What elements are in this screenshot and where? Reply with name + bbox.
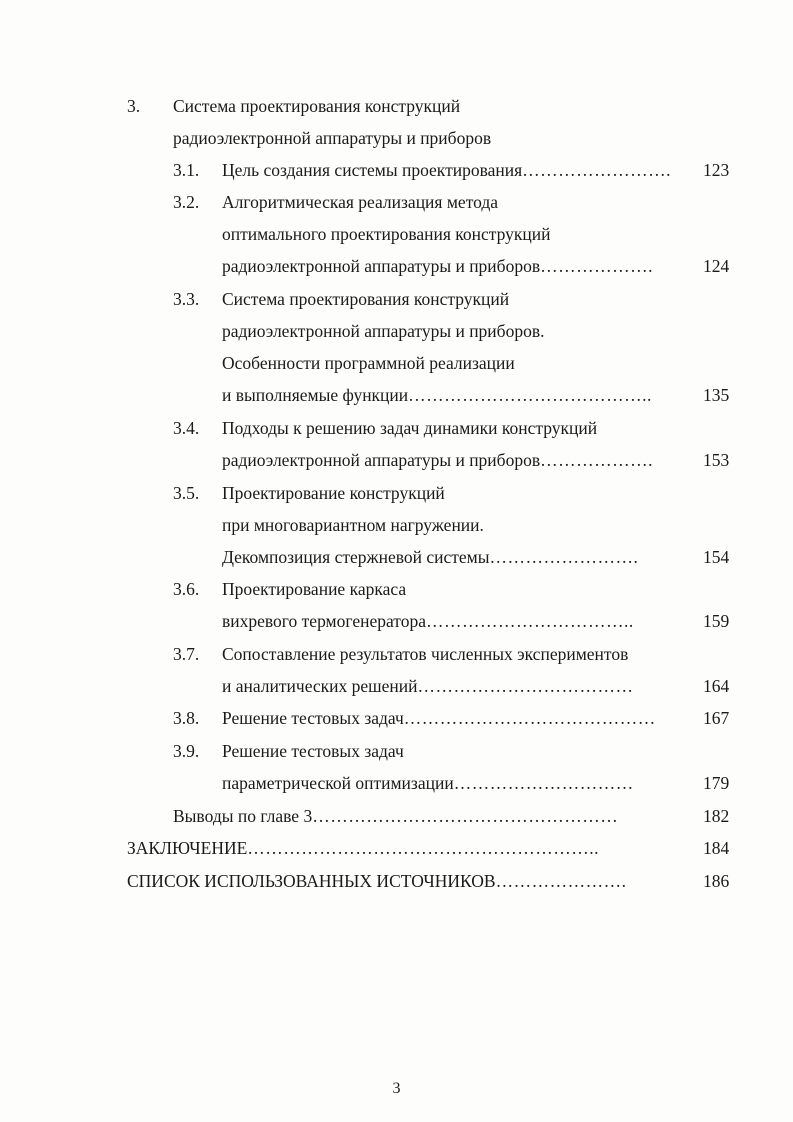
entry-title-line: радиоэлектронной аппаратуры и приборов………………. — [222, 256, 653, 276]
entry-title-line: Декомпозиция стержневой системы……………………. — [222, 547, 639, 567]
entry-title-line: радиоэлектронной аппаратуры и приборов………………. — [222, 450, 653, 470]
entry-title-line: Проектирование конструкций — [222, 483, 445, 503]
entry-page: 159 — [703, 611, 730, 631]
entry-title-line: оптимального проектирования конструкций — [222, 224, 551, 244]
entry-title-line: Система проектирования конструкций — [222, 289, 510, 309]
dot-leader: …………………………………… — [403, 708, 656, 728]
entry-title-line: радиоэлектронной аппаратуры и приборов. — [222, 321, 545, 341]
dot-leader: ……………………. — [489, 547, 639, 567]
entry-number: 3.1. — [173, 160, 200, 180]
entry-title-line: Подходы к решению задач динамики конструкций — [222, 418, 598, 438]
entry-page: 186 — [703, 871, 730, 891]
dot-leader: ………………………………….. — [408, 385, 652, 405]
dot-leader: ……………………. — [522, 160, 672, 180]
entry-page: 184 — [703, 838, 730, 858]
entry-number: 3.3. — [173, 289, 200, 309]
page-number: 3 — [392, 1080, 401, 1097]
entry-title-line: Алгоритмическая реализация метода — [222, 192, 499, 212]
entry-number: 3.7. — [173, 644, 200, 664]
entry-number: 3.4. — [173, 418, 200, 438]
entry-number: 3.2. — [173, 192, 200, 212]
dot-leader: ………………. — [540, 450, 653, 470]
chapter-number: 3. — [127, 96, 141, 116]
entry-number: 3.6. — [173, 579, 200, 599]
entry-number: 3.5. — [173, 483, 200, 503]
references-entry: СПИСОК ИСПОЛЬЗОВАННЫХ ИСТОЧНИКОВ…………………. — [127, 871, 627, 891]
entry-title-line: Проектирование каркаса — [222, 579, 407, 599]
entry-title-line: Решение тестовых задач…………………………………… — [222, 708, 656, 728]
dot-leader: ……………………………… — [417, 676, 634, 696]
entry-title-line: при многовариантном нагружении. — [222, 515, 484, 535]
entry-page: 124 — [703, 256, 730, 276]
entry-page: 154 — [703, 547, 730, 567]
entry-title-line: Особенности программной реализации — [222, 353, 515, 373]
entry-title-line: вихревого термогенератора…………………………….. — [222, 611, 634, 631]
entry-number: 3.8. — [173, 708, 200, 728]
dot-leader: …………………………………………… — [312, 806, 619, 826]
dot-leader: ………………………………………………….. — [247, 838, 600, 858]
entry-title-line: и аналитических решений……………………………… — [222, 676, 634, 696]
entry-title-line: Решение тестовых задач — [222, 741, 404, 761]
entry-page: 135 — [703, 385, 730, 405]
dot-leader: ………………. — [540, 256, 653, 276]
entry-page: 123 — [703, 160, 730, 180]
chapter-conclusions: Выводы по главе 3…………………………………………… — [173, 806, 619, 826]
entry-page: 182 — [703, 806, 730, 826]
dot-leader: …………………………….. — [425, 611, 634, 631]
entry-page: 179 — [703, 773, 730, 793]
entry-number: 3.9. — [173, 741, 200, 761]
dot-leader: …………………. — [495, 871, 627, 891]
entry-title-line: Сопоставление результатов численных экспериментов — [222, 644, 629, 664]
entry-title-line: параметрической оптимизации………………………… — [222, 773, 634, 793]
entry-page: 164 — [703, 676, 730, 696]
chapter-title-line-2: радиоэлектронной аппаратуры и приборов — [173, 128, 492, 148]
entry-page: 153 — [703, 450, 730, 470]
chapter-title-line-1: Система проектирования конструкций — [173, 96, 461, 116]
entry-title-line: и выполняемые функции………………………………….. — [222, 385, 652, 405]
dot-leader: ………………………… — [453, 773, 634, 793]
entry-title-line: Цель создания системы проектирования……………………. — [222, 160, 672, 180]
entry-page: 167 — [703, 708, 730, 728]
conclusion-entry: ЗАКЛЮЧЕНИЕ………………………………………………….. — [127, 838, 600, 858]
